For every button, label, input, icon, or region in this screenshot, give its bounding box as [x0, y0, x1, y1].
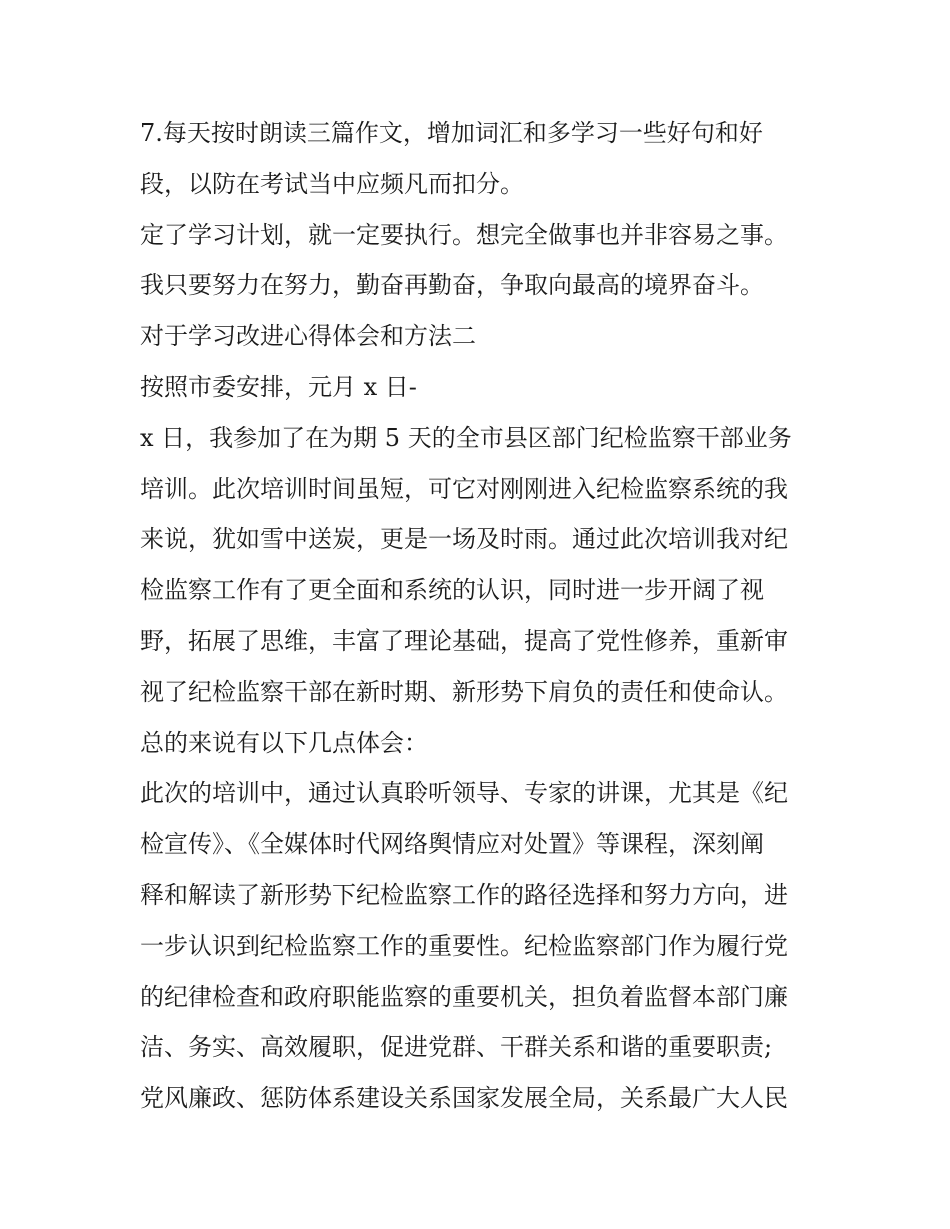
text-line: 释和解读了新形势下纪检监察工作的路径选择和努力方向，进: [140, 880, 788, 909]
text-line: 总的来说有以下几点体会：: [140, 728, 428, 757]
text-line: 7.每天按时朗读三篇作文，增加词汇和多学习一些好句和好: [140, 119, 763, 147]
document-body: [140, 108, 820, 1124]
section-heading: 对于学习改进心得体会和方法二: [140, 322, 476, 351]
text-line: 检监察工作有了更全面和系统的认识，同时进一步开阔了视: [140, 576, 764, 605]
text-line: 来说，犹如雪中送炭，更是一场及时雨。通过此次培训我对纪: [140, 525, 788, 554]
text-line: 党风廉政、惩防体系建设关系国家发展全局，关系最广大人民: [140, 1084, 788, 1113]
text-line: 按照市委安排，元月 x 日-: [140, 372, 417, 401]
text-line: 视了纪检监察干部在新时期、新形势下肩负的责任和使命认。: [140, 677, 788, 706]
text-line: 野，拓展了思维，丰富了理论基础，提高了党性修养，重新审: [140, 626, 788, 655]
text-line: 段，以防在考试当中应频凡而扣分。: [140, 169, 524, 198]
text-line: 我只要努力在努力，勤奋再勤奋，争取向最高的境界奋斗。: [140, 271, 764, 300]
text-line: 洁、务实、高效履职，促进党群、干群关系和谐的重要职责;: [140, 1033, 773, 1062]
text-line: 培训。此次培训时间虽短，可它对刚刚进入纪检监察系统的我: [140, 474, 788, 503]
text-line: 此次的培训中，通过认真聆听领导、专家的讲课，尤其是《纪: [140, 779, 788, 808]
text-line: 检宣传》、《全媒体时代网络舆情应对处置》等课程，深刻阐: [140, 830, 764, 859]
text-line: 一步认识到纪检监察工作的重要性。纪检监察部门作为履行党: [140, 931, 788, 960]
text-line: x 日，我参加了在为期 5 天的全市县区部门纪检监察干部业务: [140, 423, 792, 452]
text-line: 定了学习计划，就一定要执行。想完全做事也并非容易之事。: [140, 220, 788, 249]
text-line: 的纪律检查和政府职能监察的重要机关，担负着监督本部门廉: [140, 982, 788, 1011]
